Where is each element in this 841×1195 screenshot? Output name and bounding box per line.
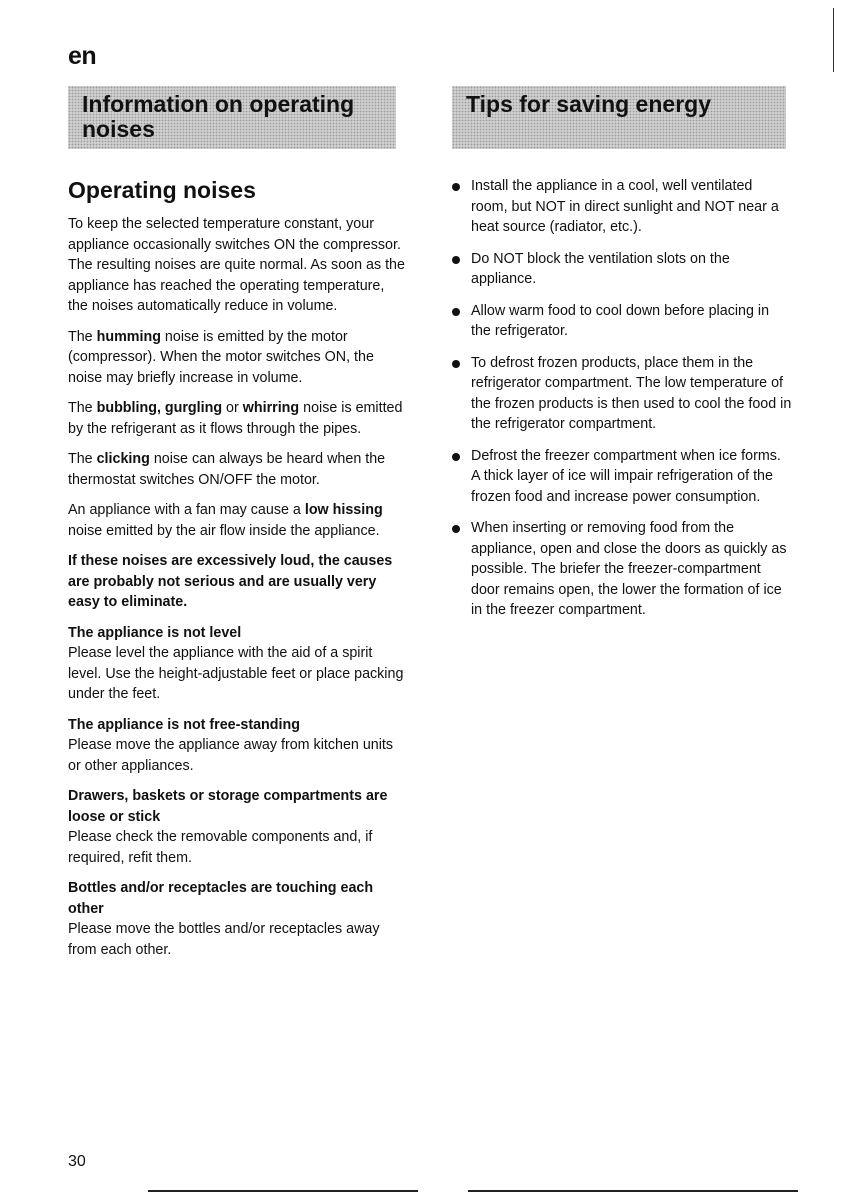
clicking-paragraph: [68, 449, 408, 490]
bottom-rule: [468, 1190, 798, 1192]
text-bold: bubbling, gurgling: [96, 400, 223, 416]
text: noise is emitted by the refrigerant as it flows through the pipes.: [68, 400, 403, 437]
bottles-title: Bottles and/or receptacles are touching each other: [68, 880, 374, 917]
text-bold: low hissing: [304, 502, 383, 518]
text-bold: humming: [96, 328, 161, 345]
list-item: When inserting or removing food from the appliance, open and close the doors as quickly as possible. The briefer the freezer-compartment door remains open, the lower the formation of ice in the freezer compartment.: [452, 518, 792, 621]
energy-tips-column: [452, 176, 792, 632]
list-item: Defrost the freezer compartment when ice forms. A thick layer of ice will impair refrigeration of the frozen food and increase power consumption.: [452, 446, 792, 508]
bottles-block: [68, 878, 408, 960]
text: noise is emitted by the motor (compressor). When the motor switches ON, the noise may briefly increase in volume.: [68, 328, 374, 386]
bottom-rule: [148, 1190, 418, 1192]
text: The: [68, 451, 97, 467]
level-text: Please level the appliance with the aid of a spirit level. Use the height-adjustable feet or place packing under the feet.: [68, 645, 404, 702]
margin-line: [833, 8, 834, 72]
text: or: [222, 400, 243, 416]
drawers-text: Please check the removable components and, if required, refit them.: [68, 829, 373, 866]
text: noise can always be heard when the thermostat switches ON/OFF the motor.: [68, 451, 386, 488]
text: The: [68, 328, 97, 345]
language-code: en: [68, 42, 97, 70]
free-block: [68, 715, 408, 777]
banner-operating-noises-title: Information on operating noises: [82, 91, 355, 142]
section-heading: Operating noises: [68, 177, 256, 203]
bottles-text: Please move the bottles and/or receptacles away from each other.: [68, 921, 380, 958]
operating-noises-column: [68, 176, 408, 970]
text: noise emitted by the air flow inside the appliance.: [68, 522, 380, 539]
fan-paragraph: [68, 500, 408, 541]
intro-paragraph: To keep the selected temperature constant, your appliance occasionally switches ON the compressor. The resulting noises are quite normal. As soon as the appliance has reached the operating temperature, the noises automatically reduce in volume.: [68, 216, 405, 314]
bubbling-paragraph: [68, 398, 408, 439]
text: An appliance with a fan may cause a: [68, 502, 305, 518]
banner-operating-noises: [68, 86, 396, 149]
list-item: Allow warm food to cool down before placing in the refrigerator.: [452, 301, 792, 342]
level-block: [68, 623, 408, 705]
free-text: Please move the appliance away from kitchen units or other appliances.: [68, 737, 394, 774]
level-title: The appliance is not level: [68, 624, 242, 641]
text-bold: whirring: [242, 400, 300, 416]
page-number: 30: [68, 1153, 86, 1170]
banner-saving-energy: [452, 86, 786, 149]
drawers-title: Drawers, baskets or storage compartments are loose or stick: [68, 788, 388, 825]
banner-saving-energy-title: Tips for saving energy: [466, 91, 711, 117]
text: The: [68, 400, 97, 416]
list-item: Install the appliance in a cool, well ventilated room, but NOT in direct sunlight and NOT near a heat source (radiator, etc.).: [452, 176, 792, 238]
serious-paragraph: If these noises are excessively loud, the causes are probably not serious and are usually very easy to eliminate.: [68, 553, 393, 610]
list-item: Do NOT block the ventilation slots on the appliance.: [452, 249, 792, 290]
free-title: The appliance is not free-standing: [68, 716, 300, 733]
text-bold: clicking: [96, 451, 150, 467]
list-item: To defrost frozen products, place them in the refrigerator compartment. The low temperature of the frozen products is then used to cool the food in the refrigerator compartment.: [452, 353, 792, 435]
drawers-block: [68, 786, 408, 868]
humming-paragraph: [68, 327, 408, 389]
tips-list: [452, 176, 792, 621]
